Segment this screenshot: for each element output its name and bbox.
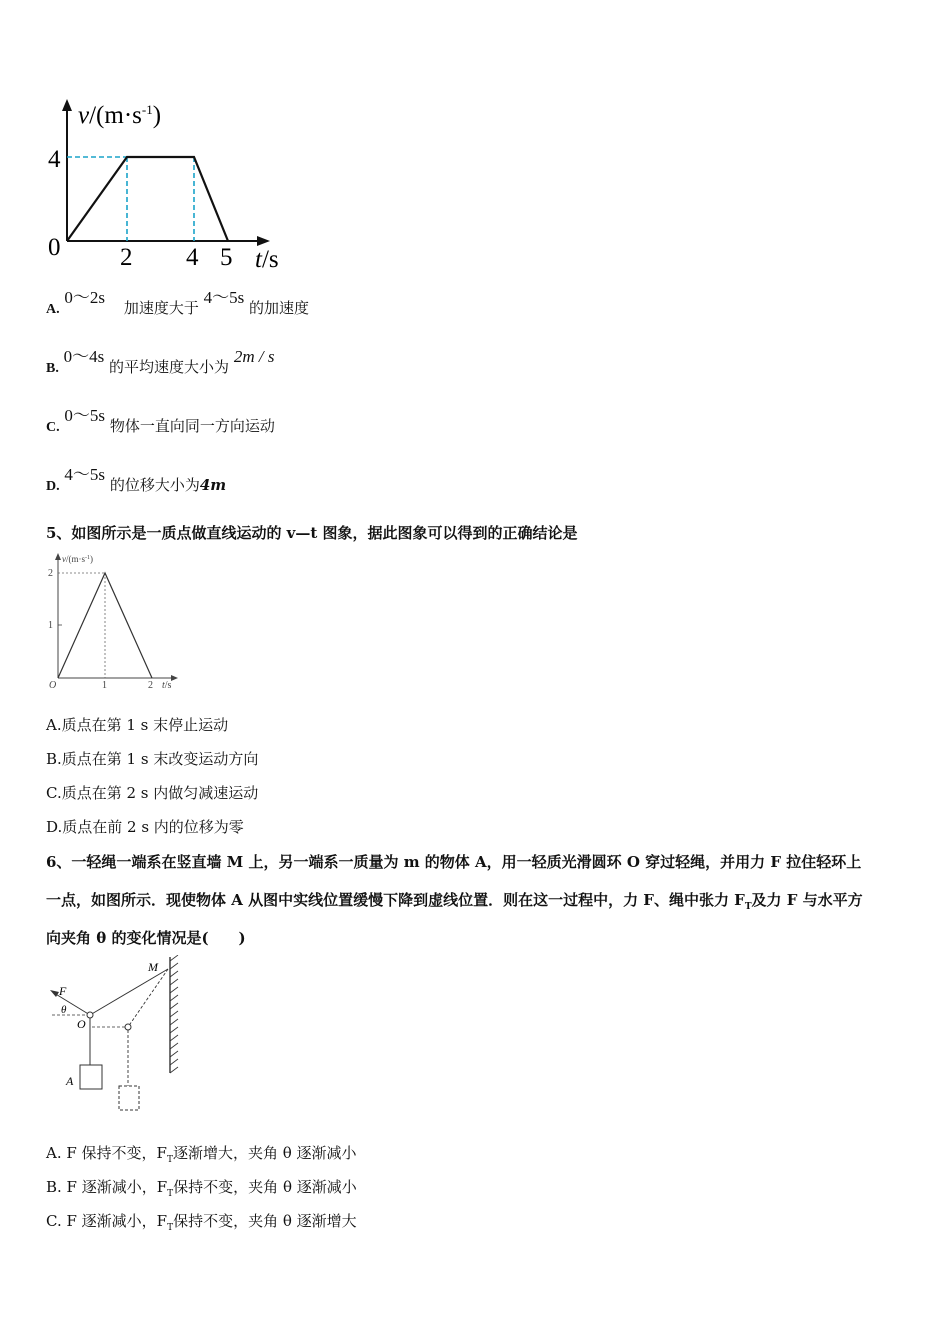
- stem-text: 一点，如图所示．现使物体 A 从图中实线位置缓慢下降到虚线位置．则在这一过程中，力 F、绳中张力 F: [46, 891, 745, 909]
- q6-stem-line-2: [46, 889, 863, 912]
- q6-option-c: [46, 1210, 357, 1233]
- q5-option-c: C.质点在第 2 s 内做匀减速运动: [46, 784, 259, 802]
- subscript: T: [167, 1223, 174, 1233]
- option-text: 加速度大于: [123, 299, 199, 317]
- q6-option-b: [46, 1176, 357, 1199]
- option-label: B.: [46, 361, 59, 376]
- q4-option-b: [46, 347, 275, 377]
- rope-ring-wall-figure: [44, 955, 194, 1115]
- x-axis-arrow: [257, 236, 270, 246]
- option-label: C.: [46, 420, 60, 435]
- option-text: C. F 逐渐减小，F: [46, 1212, 168, 1230]
- label-m: M: [148, 960, 158, 974]
- label-o: O: [77, 1017, 86, 1031]
- y-axis-label: $v/(m\cdot s^{-1})$: [62, 554, 93, 564]
- x-axis-label: t/s: [162, 680, 172, 691]
- block-a: [80, 1065, 102, 1089]
- label-theta: θ: [61, 1004, 67, 1016]
- q4-option-a: [46, 288, 310, 318]
- label-f: F: [59, 984, 67, 998]
- option-text: B. F 逐渐减小，F: [46, 1178, 168, 1196]
- origin-label: 0: [48, 234, 61, 261]
- wall-hatching: [170, 955, 178, 1073]
- x-tick-1: 1: [102, 680, 107, 691]
- option-text: 的位移大小为: [109, 476, 200, 494]
- option-label: A.: [46, 302, 60, 317]
- stem-text: 及力 F 与水平方: [751, 891, 863, 909]
- q5-option-a: A.质点在第 1 s 末停止运动: [46, 716, 229, 734]
- option-text: 保持不变，夹角 θ 逐渐减小: [173, 1178, 357, 1196]
- rope-dashed: [128, 969, 168, 1027]
- q6-stem-line-1: 6、一轻绳一端系在竖直墙 M 上，另一端系一质量为 m 的物体 A，用一轻质光滑圆环 O 穿过轻绳，并用力 F 拉住轻环上: [46, 853, 862, 871]
- velocity-time-graph-2: [44, 552, 184, 692]
- origin-label: O: [49, 680, 57, 691]
- x-axis-arrow: [171, 675, 178, 681]
- label-a: A: [66, 1074, 74, 1088]
- subscript: T: [167, 1189, 174, 1199]
- velocity-curve: [67, 157, 228, 241]
- q5-option-b: B.质点在第 1 s 末改变运动方向: [46, 750, 259, 768]
- option-text: A. F 保持不变，F: [46, 1144, 167, 1162]
- math-value: 2m / s: [233, 347, 275, 366]
- x-tick-4: 4: [186, 244, 199, 271]
- ring-dashed: [125, 1024, 131, 1030]
- q5-stem: 5、如图所示是一质点做直线运动的 v—t 图象，据此图象可以得到的正确结论是: [46, 524, 578, 542]
- math-range: 4～5s: [64, 465, 106, 484]
- subscript: T: [166, 1155, 173, 1165]
- option-text: 的加速度: [249, 299, 310, 317]
- ring-o: [87, 1012, 93, 1018]
- y-tick-4: 4: [48, 146, 61, 173]
- y-tick-1: 1: [48, 620, 53, 631]
- force-arrowhead: [50, 990, 59, 997]
- q5-option-d: D.质点在前 2 s 内的位移为零: [46, 818, 244, 836]
- subscript: T: [744, 902, 752, 912]
- q6-stem-line-3: 向夹角 θ 的变化情况是( ): [46, 929, 246, 947]
- q4-option-d: [46, 465, 227, 495]
- option-text: 的平均速度大小为: [109, 358, 230, 376]
- y-axis-arrow: [62, 99, 72, 111]
- option-label: D.: [46, 479, 60, 494]
- block-a-dashed: [119, 1086, 139, 1110]
- y-tick-2: 2: [48, 568, 53, 579]
- q4-option-c: [46, 406, 275, 436]
- x-tick-5: 5: [220, 244, 233, 271]
- velocity-time-graph-1: [40, 95, 300, 275]
- math-range: 0～2s: [64, 288, 106, 307]
- x-tick-2: 2: [120, 244, 133, 271]
- y-axis-arrow: [55, 553, 61, 560]
- option-text: 物体一直向同一方向运动: [109, 417, 275, 435]
- math-range: 0～5s: [64, 406, 106, 425]
- option-text: 保持不变，夹角 θ 逐渐增大: [173, 1212, 357, 1230]
- y-axis-label: $v/(m\cdot s^{-1})$: [78, 102, 162, 129]
- math-range: 0～4s: [63, 347, 105, 366]
- x-tick-2: 2: [148, 680, 153, 691]
- option-value: 4m: [199, 476, 227, 494]
- option-text: 逐渐增大，夹角 θ 逐渐减小: [172, 1144, 357, 1162]
- x-axis-label: t/s: [255, 246, 279, 273]
- math-range: 4～5s: [203, 288, 245, 307]
- q6-option-a: [46, 1142, 357, 1165]
- rope-solid: [90, 969, 168, 1015]
